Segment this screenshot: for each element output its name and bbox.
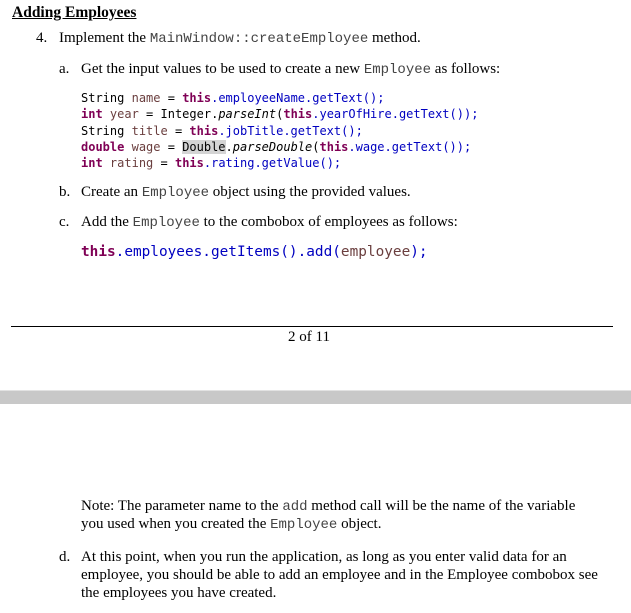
code-type: String (81, 123, 125, 138)
step-d-line-1: At this point, when you run the application, as long as you enter valid data for an (81, 549, 567, 565)
inline-code: Employee (270, 517, 338, 533)
code-keyword: double (81, 139, 125, 154)
code-expression: .rating.getValue(); (203, 156, 342, 171)
code-method: parseInt (218, 107, 277, 122)
code-keyword: this (81, 244, 116, 260)
step-b-label: b. (59, 184, 71, 200)
note-line-2 (81, 516, 381, 533)
step-4 (36, 30, 47, 47)
code-block (81, 90, 478, 171)
step-text: as follows: (431, 61, 501, 77)
code-method: parseDouble (232, 139, 313, 154)
step-number: 4. (36, 30, 48, 46)
code-keyword: this (189, 123, 219, 138)
code-type: String (81, 91, 125, 105)
page-number: 2 of 11 (288, 329, 330, 345)
inline-code: MainWindow::createEmployee (149, 31, 369, 47)
code-variable: title (131, 123, 168, 138)
code-paren: ( (312, 139, 320, 154)
page-separator (0, 391, 631, 404)
step-text: to the combobox of employees as follows: (199, 214, 458, 230)
code-keyword: this (319, 139, 349, 154)
code-keyword: int (81, 156, 103, 171)
code-paren: ( (276, 107, 284, 122)
step-text: Implement the (59, 30, 150, 46)
code-line (81, 155, 478, 171)
code-operator: = (160, 139, 183, 154)
code-operator: = (153, 156, 175, 171)
code-expression: .employees.getItems().add( (115, 244, 341, 260)
code-highlighted-type: Double (182, 139, 226, 154)
code-operator: = Integer. (138, 107, 219, 122)
step-d-line-2: employee, you should be able to add an employee and in the Employee combobox see (81, 567, 598, 583)
step-text: method. (368, 30, 421, 46)
code-keyword: this (182, 91, 212, 105)
code-variable: name (131, 91, 161, 105)
code-expression: .yearOfHire.getText()); (312, 107, 479, 122)
code-line-add-employee (81, 244, 428, 260)
section-heading: Adding Employees (12, 4, 137, 21)
code-line (81, 106, 478, 122)
note-text: Note: The parameter name to the (81, 498, 283, 514)
note-line-1 (81, 498, 575, 515)
code-variable: rating (109, 156, 154, 171)
step-d-line-3: the employees you have created. (81, 585, 277, 601)
inline-code: Employee (132, 215, 200, 231)
code-expression: .employeeName.getText(); (211, 91, 385, 105)
code-expression: .jobTitle.getText(); (218, 123, 363, 138)
inline-code: Employee (363, 62, 432, 78)
step-b-text (81, 184, 411, 201)
code-line (81, 123, 478, 139)
inline-code: add (282, 499, 308, 515)
code-line (81, 90, 478, 106)
note-text: method call will be the name of the variable (307, 498, 576, 514)
code-variable: wage (131, 139, 161, 154)
step-c-text (81, 214, 458, 231)
code-operator: = (167, 123, 190, 138)
code-keyword: int (81, 107, 103, 122)
code-variable: employee (340, 244, 411, 260)
step-a-label: a. (59, 61, 70, 77)
code-line (81, 139, 478, 155)
code-keyword: this (174, 156, 204, 171)
footer-rule (11, 326, 613, 327)
code-expression: .wage.getText()); (348, 139, 472, 154)
step-d-label: d. (59, 549, 71, 565)
code-dot: . (225, 139, 233, 154)
step-a-text (81, 61, 500, 78)
inline-code: Employee (141, 185, 210, 201)
code-keyword: this (283, 107, 313, 122)
step-text: Create an (81, 184, 142, 200)
step-text: Get the input values to be used to create a new (81, 61, 364, 77)
step-text: object using the provided values. (209, 184, 411, 200)
note-text: you used when you created the (81, 516, 271, 532)
code-variable: year (109, 107, 139, 122)
note-text: object. (337, 516, 382, 532)
step-4-text (59, 30, 421, 47)
code-operator: = (160, 91, 183, 105)
step-c-label: c. (59, 214, 70, 230)
step-text: Add the (81, 214, 133, 230)
code-expression: ); (410, 244, 428, 260)
